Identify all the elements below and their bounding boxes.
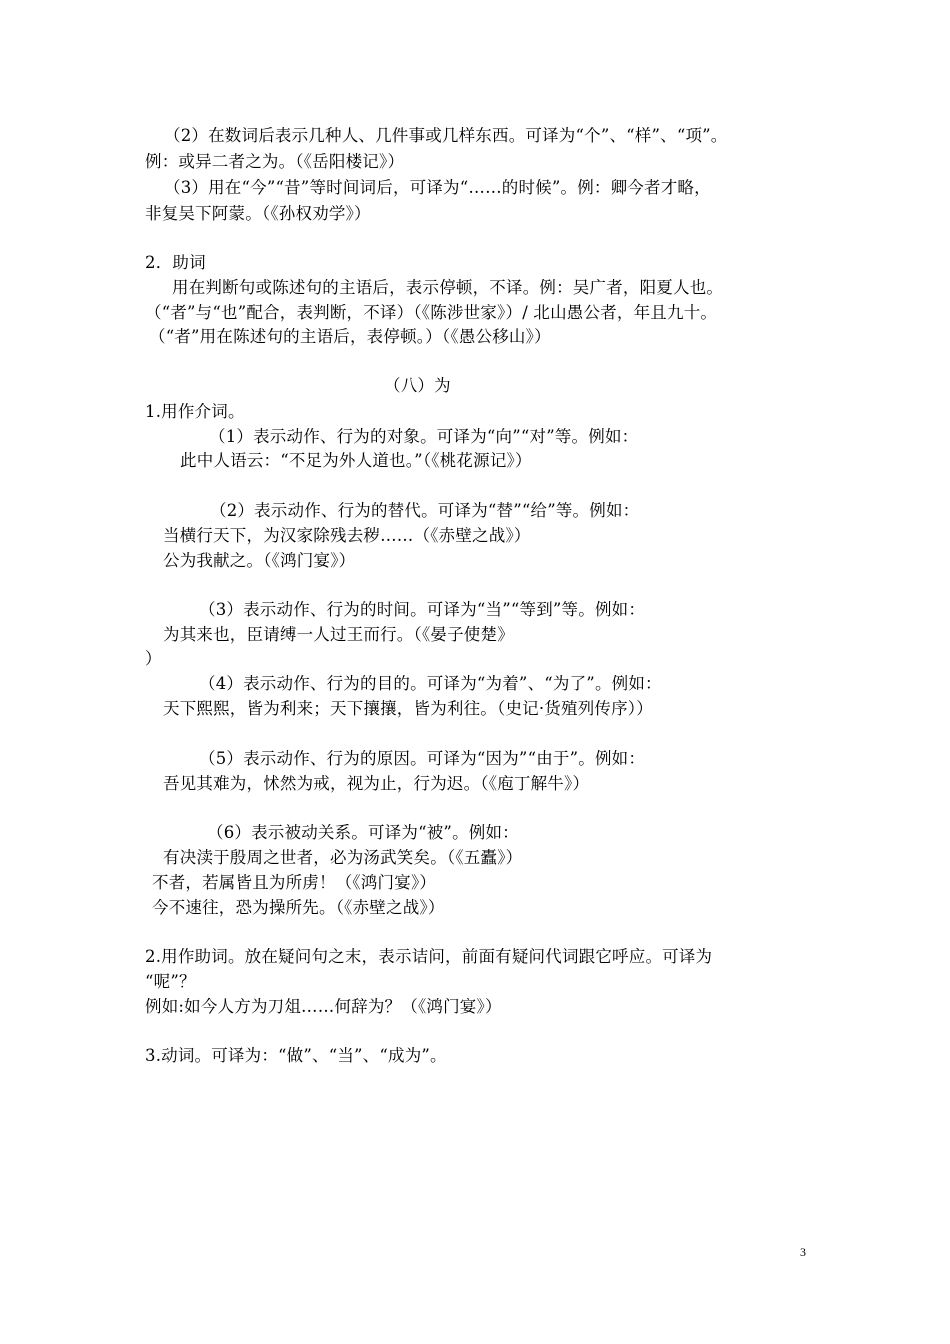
text-line: ） — [145, 649, 162, 668]
text-line: （5）表示动作、行为的原因。可译为“因为”“由于”。例如： — [199, 749, 646, 768]
text-line: 2.用作助词。放在疑问句之末，表示诘问，前面有疑问代词跟它呼应。可译为 — [145, 947, 713, 966]
text-line: 天下熙熙，皆为利来；天下攘攘，皆为利往。（史记·货殖列传序）） — [163, 699, 653, 718]
text-line: 用在判断句或陈述句的主语后，表示停顿，不译。例：吴广者，阳夏人也。 — [172, 278, 724, 297]
text-line: （2）在数词后表示几种人、几件事或几样东西。可译为“个”、“样”、“项”。 — [164, 126, 728, 145]
text-line: 1.用作介词。 — [145, 402, 245, 421]
text-line: （“者”用在陈述句的主语后，表停顿。）（《愚公移山》） — [149, 327, 551, 346]
text-line: 非复吴下阿蒙。（《孙权劝学》） — [145, 204, 371, 223]
text-line: （4）表示动作、行为的目的。可译为“为着”、“为了”。例如： — [199, 674, 662, 693]
text-line: （“者”与“也”配合，表判断，不译）（《陈涉世家》）/ 北山愚公者，年且九十。 — [145, 303, 718, 322]
text-line: 公为我献之。（《鸿门宴》） — [163, 551, 356, 570]
text-line: 有决渎于殷周之世者，必为汤武笑矣。（《五蠹》） — [163, 848, 523, 867]
text-line: 不者，若属皆且为所虏！（《鸿门宴》） — [152, 873, 437, 892]
text-line: 例：或异二者之为。（《岳阳楼记》） — [145, 152, 405, 171]
text-line: 当横行天下，为汉家除残去秽……（《赤壁之战》） — [163, 526, 531, 545]
text-line: 为其来也，臣请缚一人过王而行。（《晏子使楚》 — [163, 625, 514, 644]
text-line: 吾见其难为，怵然为戒，视为止，行为迟。（《庖丁解牛》） — [163, 774, 590, 793]
text-line: “呢”？ — [145, 972, 196, 991]
text-line: （3）表示动作、行为的时间。可译为“当”“等到”等。例如： — [199, 600, 646, 619]
section-heading: （八）为 — [384, 376, 451, 395]
text-line: 此中人语云：“不足为外人道也。”（《桃花源记》） — [180, 451, 532, 470]
text-line: （1）表示动作、行为的对象。可译为“向”“对”等。例如： — [209, 427, 639, 446]
text-line: 3.动词。可译为：“做”、“当”、“成为”。 — [145, 1046, 447, 1065]
text-line: 今不速往，恐为操所先。（《赤壁之战》） — [152, 898, 445, 917]
text-line: 例如:如今人方为刀俎……何辞为？（《鸿门宴》） — [145, 997, 502, 1016]
page-number: 3 — [800, 1245, 806, 1259]
text-line: 2．助词 — [145, 253, 206, 272]
text-line: （6）表示被动关系。可译为“被”。例如： — [207, 823, 519, 842]
text-line: （3）用在“今”“昔”等时间词后，可译为“……的时候”。例：卿今者才略， — [164, 178, 711, 197]
text-line: （2）表示动作、行为的替代。可译为“替”“给”等。例如： — [210, 501, 640, 520]
